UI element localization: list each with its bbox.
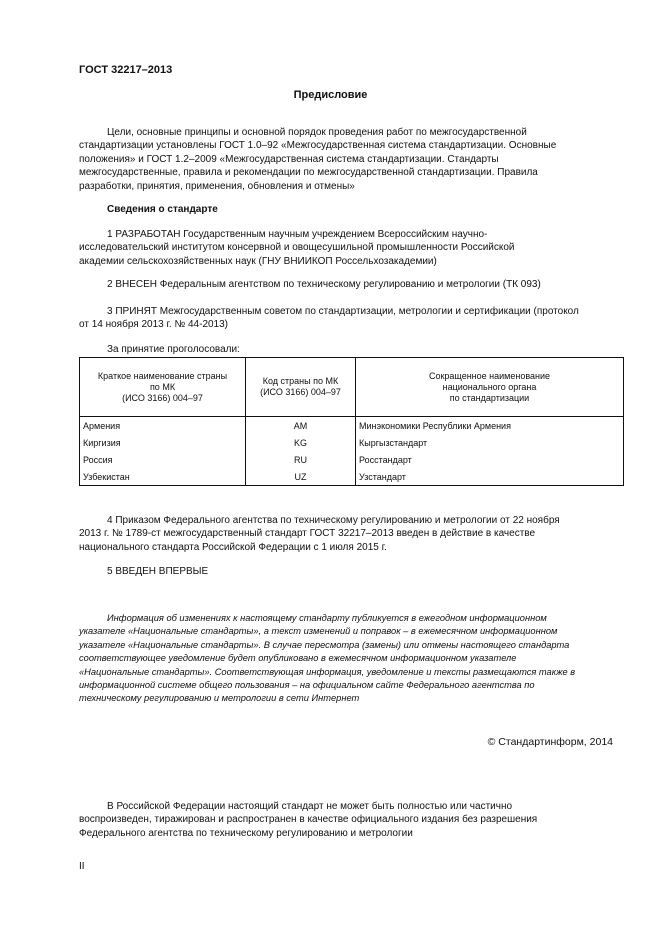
info-line: «Национальные стандарты». Соответствующая информация, уведомление и тексты размещаются также в [79,666,576,677]
rights-line: воспроизведен, тиражирован и распространен в качестве официального издания без разрешения [79,814,538,826]
item-1-line: 1 РАЗРАБОТАН Государственным научным учреждением Всероссийским научно- [107,229,488,240]
info-line: соответствующее уведомление будет опубликовано в ежемесячном информационном указателе [79,653,517,664]
item-4-paragraph [79,514,615,554]
body-cell: Кыргызстандарт [356,434,624,451]
code-cell: KG [246,434,356,451]
intro-line: Цели, основные принципы и основной порядок проведения работ по межгосударственной [107,127,527,138]
body-cell: Росстандарт [356,451,624,468]
table-row [80,417,624,435]
item-3-line: от 14 ноября 2013 г. № 44-2013) [79,319,229,331]
copyright-notice: © Стандартинформ, 2014 [487,736,613,748]
info-line: указателе «Национальные стандарты». В случае пересмотра (замены) или отмены настоящего стандарта [79,639,570,650]
rights-paragraph [79,800,615,840]
country-cell: Узбекистан [80,468,246,486]
country-cell: Армения [80,417,246,435]
item-1-paragraph [79,228,615,268]
item-1-line: академии сельскохозяйственных наук (ГНУ ВНИИКОП Россельхозакадемии) [79,255,437,267]
item-3-line: 3 ПРИНЯТ Межгосударственным советом по стандартизации, метрологии и сертификации (протокол [107,306,579,317]
item-4-line: 2013 г. № 1789-ст межгосударственный стандарт ГОСТ 32217–2013 введен в действие в качестве [79,528,536,540]
info-line: Информация об изменениях к настоящему стандарту публикуется в ежегодном информационном [107,613,547,623]
table-row [80,468,624,486]
info-line: указателе «Национальные стандарты», а текст изменений и поправок – в ежемесячном информационном [79,626,558,637]
country-cell: Киргизия [80,434,246,451]
document-id: ГОСТ 32217–2013 [79,64,173,76]
item-5-line: 5 ВВЕДЕН ВПЕРВЫЕ [107,566,209,577]
vote-label: За принятие проголосовали: [107,344,240,355]
info-line: информационной системе общего пользования – на официальном сайте Федерального агентства по [79,680,535,691]
table-row [80,451,624,468]
item-3-paragraph [79,305,615,332]
info-notice [79,612,615,706]
info-heading: Сведения о стандарте [107,204,218,215]
intro-paragraph [79,126,615,193]
page-number: II [79,861,85,872]
rights-line: В Российской Федерации настоящий стандарт не может быть полностью или частично [107,801,513,812]
header-country-name: Краткое наименование страны по МК (ИСО 3166) 004–97 [80,358,246,417]
info-line: техническому регулированию и метрологии в сети Интернет [79,693,360,704]
header-standards-body: Сокращенное наименование национального органа по стандартизации [356,358,624,417]
table-header-row [80,358,624,417]
code-cell: UZ [246,468,356,486]
section-title: Предисловие [293,89,368,101]
body-cell: Минэкономики Республики Армения [356,417,624,435]
intro-line: стандартизации установлены ГОСТ 1.0–92 «Межгосударственная система стандартизации. Основные [79,140,557,152]
country-cell: Россия [80,451,246,468]
item-2-line: 2 ВНЕСЕН Федеральным агентством по техническому регулированию и метрологии (ТК 093) [107,279,541,290]
item-1-line: исследовательский институтом консервной и овощесушильной промышленности Российской [79,242,515,254]
intro-line: межгосударственные, правила и рекомендации по межгосударственной стандартизации. Правила [79,167,538,179]
body-cell: Узстандарт [356,468,624,486]
item-4-line: 4 Приказом Федерального агентства по техническому регулированию и метрологии от 22 ноября [107,515,560,526]
item-4-line: национального стандарта Российской Федерации с 1 июля 2015 г. [79,541,387,553]
countries-table [79,357,624,486]
table-row [80,434,624,451]
header-country-code: Код страны по МК (ИСО 3166) 004–97 [246,358,356,417]
intro-line: разработки, принятия, применения, обновления и отмены» [79,180,355,192]
intro-line: положения» и ГОСТ 1.2–2009 «Межгосударственная система стандартизации. Стандарты [79,153,499,165]
code-cell: RU [246,451,356,468]
rights-line: Федерального агентства по техническому регулированию и метрологии [79,827,413,839]
code-cell: AM [246,417,356,435]
